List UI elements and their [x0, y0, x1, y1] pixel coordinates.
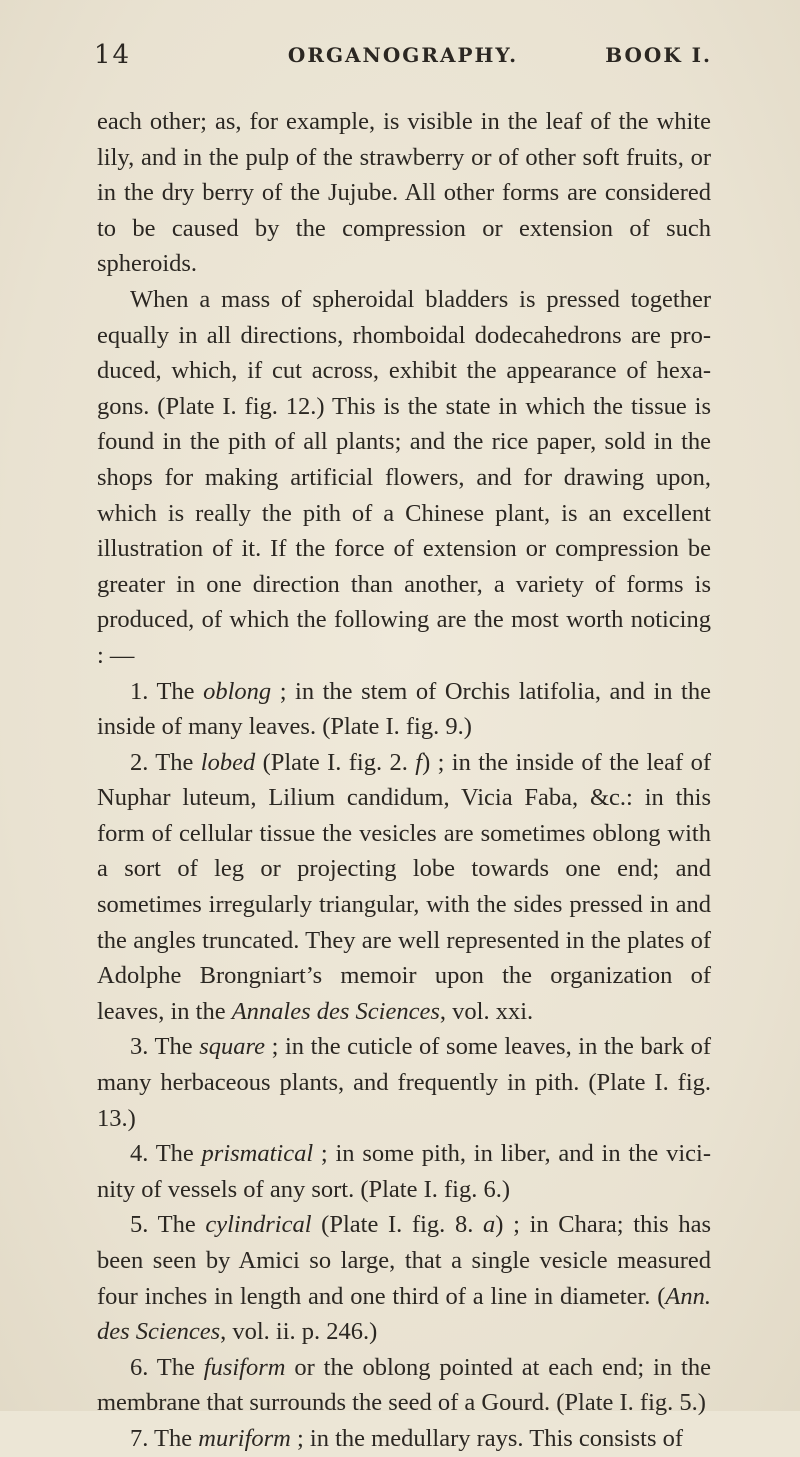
paragraph-p2 [97, 674, 711, 745]
italic-term: prismatical [201, 1140, 314, 1168]
text-run: ) ; in Chara; this has been seen by Amici so large, that a single vesicle measured four inches in length and one third of a line in diameter. ( [97, 1211, 711, 1310]
text-run: 4. The [130, 1140, 202, 1168]
italic-term: f [415, 748, 423, 776]
italic-term: a [483, 1211, 496, 1239]
paragraph-p8 [97, 1421, 711, 1457]
text-run: each other; as, for example, is visible in the leaf of the white lily, and in the pulp of the strawberry or of other soft fruits, or in the dry berry of the Jujube. All other forms are considered to be caused by the compression or extension of such spheroids. [97, 108, 711, 278]
italic-term: square [199, 1033, 266, 1061]
paragraph-p5 [97, 1136, 711, 1207]
paragraph-p3 [97, 745, 711, 1030]
text-run: , vol. xxi. [439, 997, 534, 1025]
text-run: 5. The [130, 1211, 206, 1239]
text-run: , vol. ii. p. 246.) [220, 1318, 378, 1346]
paragraph-p7 [97, 1350, 711, 1421]
italic-term: muriform [198, 1424, 291, 1452]
text-run: ; in the stem of Orchis latifolia, and in the inside of many leaves. (Plate I. fig. 9.) [97, 677, 711, 741]
italic-term: fusiform [203, 1353, 286, 1381]
text-run: ; in some pith, in liber, and in the vicinity of vessels of any sort. (Plate I. fig. 6.) [97, 1140, 711, 1203]
text-run: (Plate I. fig. 2. [255, 748, 416, 776]
paragraph-p0 [97, 104, 711, 282]
italic-term: oblong [203, 677, 272, 705]
text-run: (Plate I. fig. 8. [311, 1211, 484, 1239]
text-run: ; in the cuticle of some leaves, in the bark of many herbaceous plants, and frequently in pith. (Plate I. fig. 13.) [97, 1033, 712, 1132]
paragraph-p4 [97, 1029, 711, 1136]
text-run: When a mass of spheroidal bladders is pressed together equally in all directions, rhomboidal dodecahedrons are produced, which, if cut across, exhibit the appearance of hexagons. (Plate I. fig. 12.) This is the state in which the tissue is found in the pith of all plants; and the rice paper, sold in the shops for making artificial flowers, and for drawing upon, which is really the pith of a Chinese plant, is an excellent illustration of it. If the force of extension or compression be greater in one direction than another, a variety of forms is produced, of which the following are the most worth noticing : — [97, 285, 711, 669]
italic-term: Ann. des Sciences [97, 1282, 711, 1346]
text-run: 2. The [130, 748, 201, 776]
text-run: 7. The [130, 1424, 199, 1452]
body-text [97, 104, 711, 1457]
italic-term: Annales des Sciences [231, 997, 440, 1025]
text-run: ; in the medullary rays. This consists of [290, 1424, 684, 1452]
running-title: ORGANOGRAPHY. [287, 43, 519, 67]
page-number: 14 [94, 40, 132, 70]
text-run: 1. The [130, 677, 204, 705]
paragraph-p6 [97, 1207, 711, 1349]
italic-term: lobed [200, 748, 256, 776]
text-run: ) ; in the inside of the leaf of Nuphar luteum, Lilium candidum, Vicia Faba, &c.: in this form of cellular tissue the vesicles are sometimes oblong with a sort of leg or projecting lobe towards one end; and sometimes irregularly triangular, with the sides pressed in and the angles truncated. They are well represented in the plates of Adolphe Brongniart’s memoir upon the organization of leaves, in the [97, 748, 711, 1025]
text-run: 6. The [130, 1353, 204, 1381]
paragraph-p1 [97, 282, 711, 674]
text-run: 3. The [130, 1033, 200, 1061]
book-label: BOOK I. [605, 43, 712, 67]
italic-term: cylindrical [205, 1211, 312, 1239]
running-header [94, 40, 712, 80]
text-run: or the oblong pointed at each end; in the membrane that surrounds the seed of a Gourd. (Plate I. fig. 5.) [97, 1353, 711, 1417]
